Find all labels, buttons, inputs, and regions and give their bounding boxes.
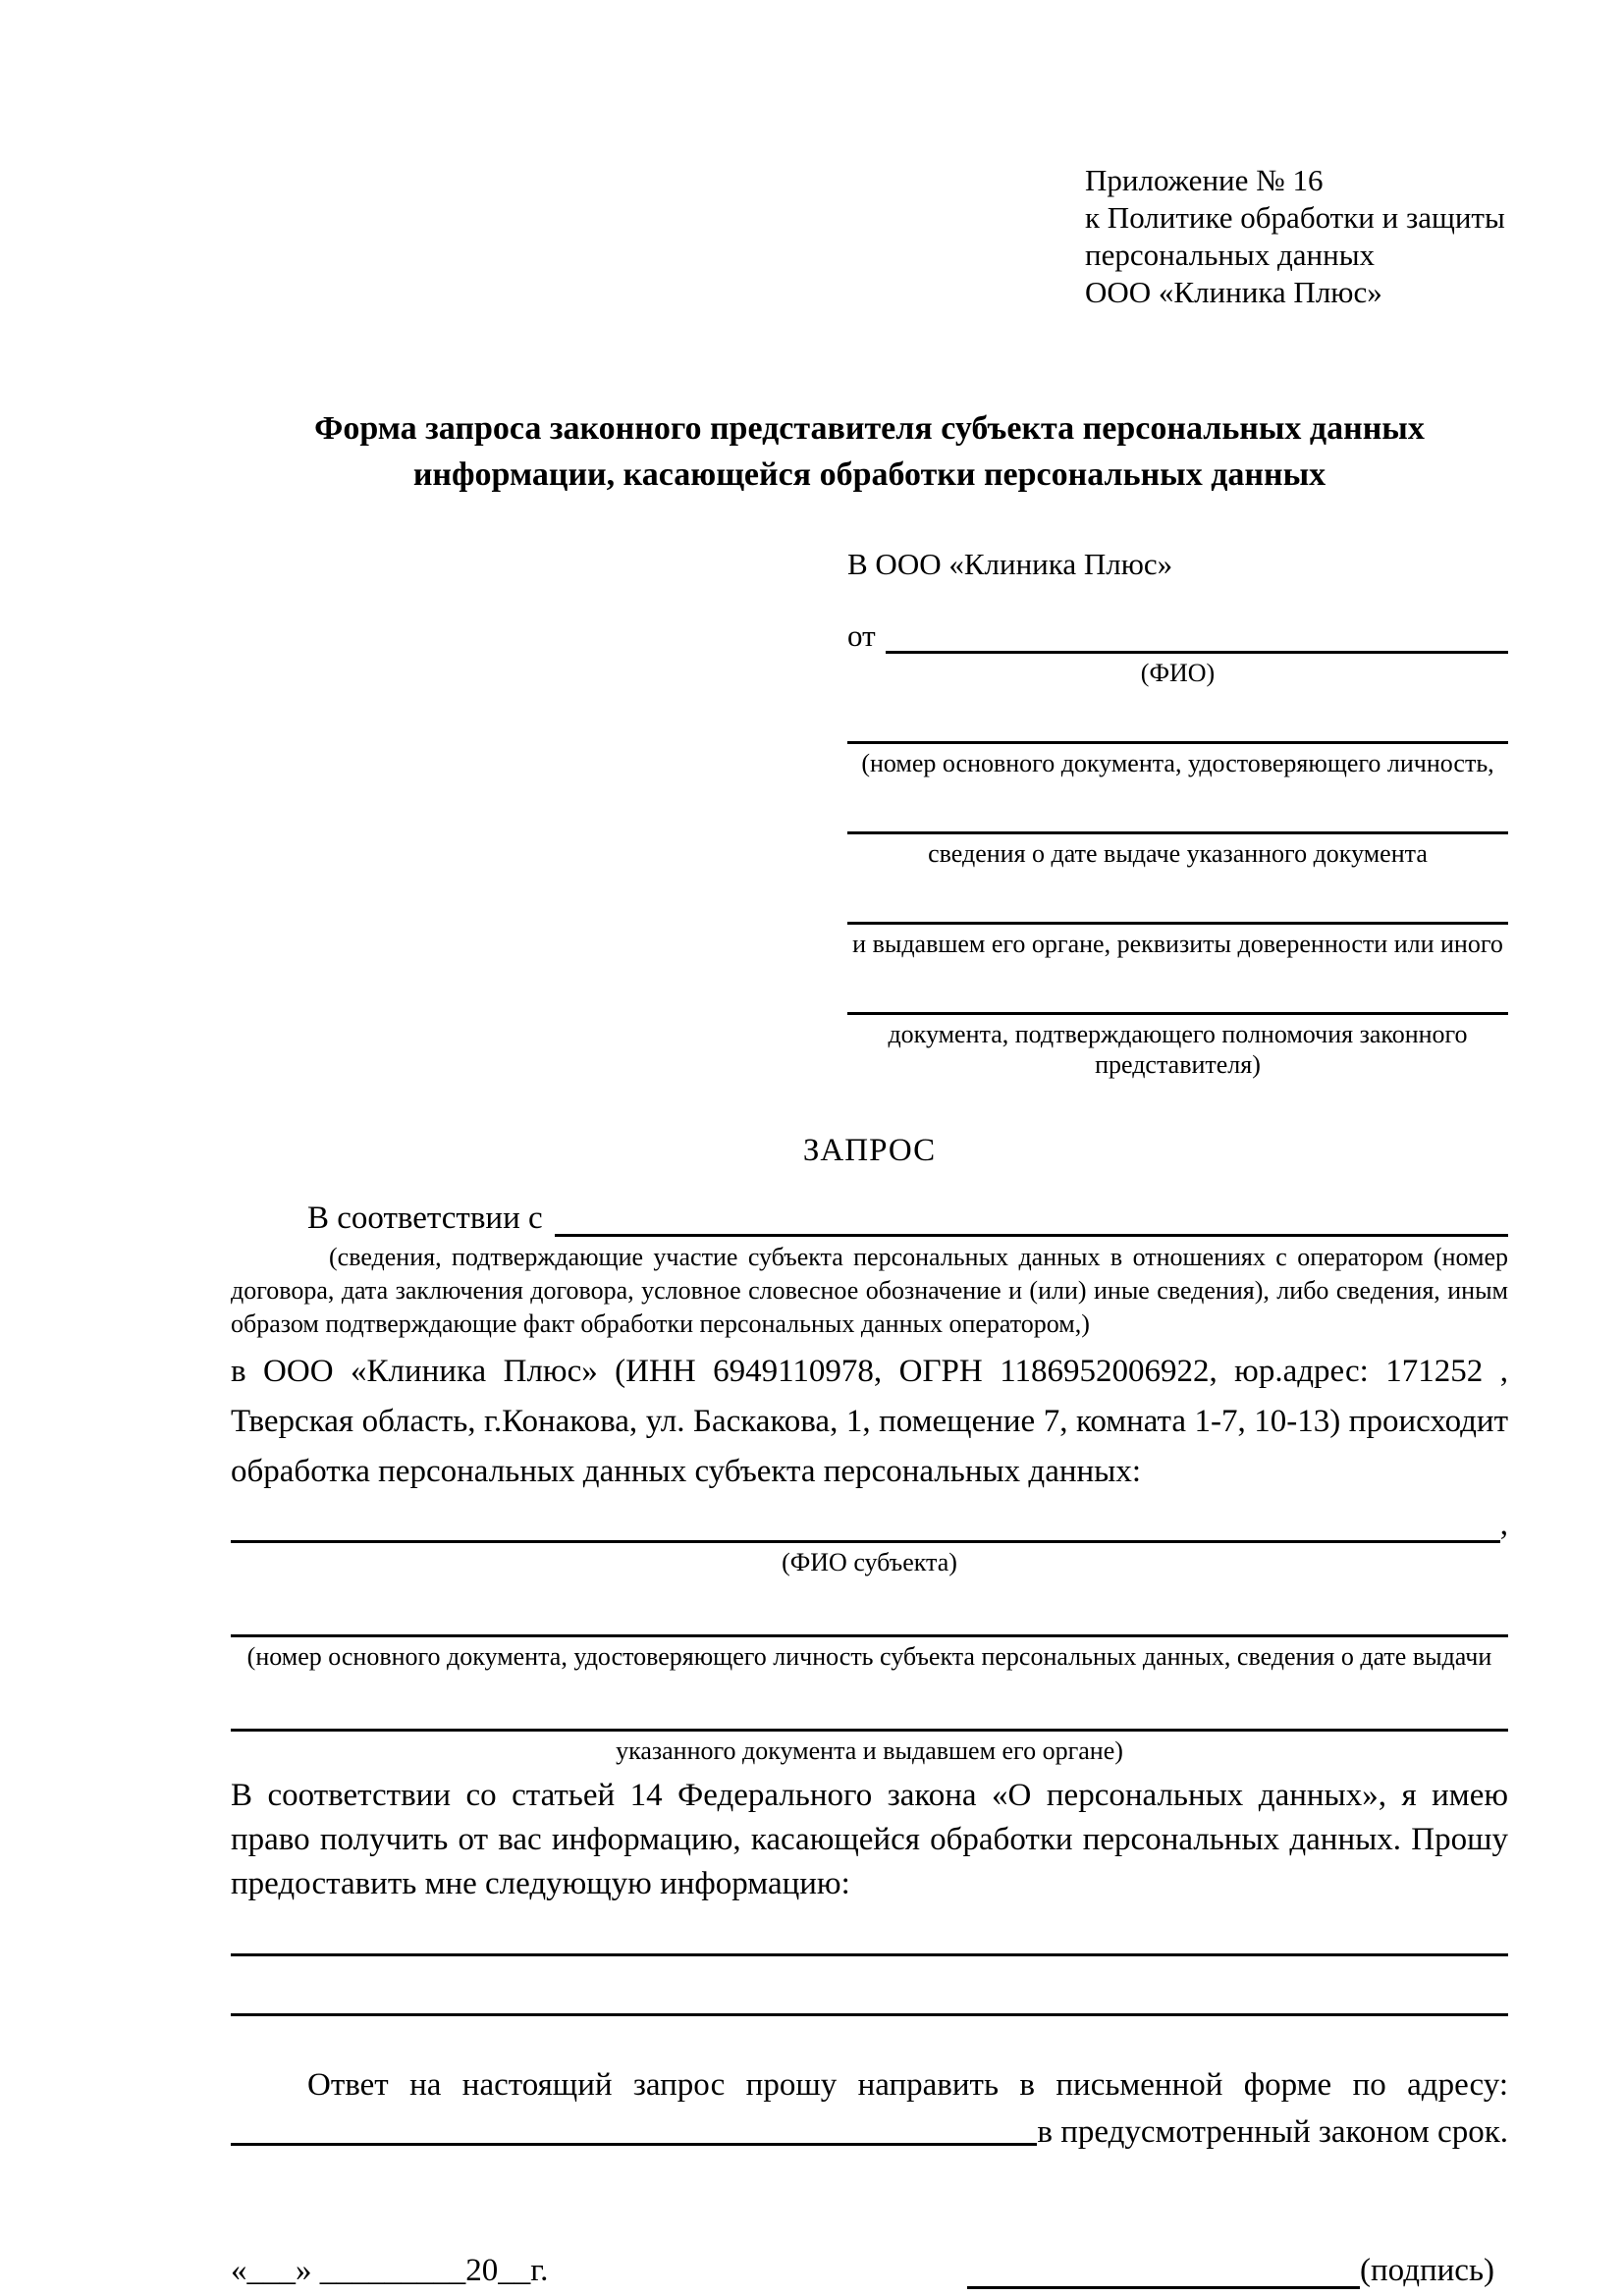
subject-doc-caption: указанного документа и выдавшем его органе) — [616, 1736, 1123, 1765]
representative-doc-field — [847, 985, 1508, 1080]
subject-fio-row — [231, 1499, 1508, 1543]
response-address-row — [231, 2106, 1508, 2151]
accordance-prefix: В соответствии с — [307, 1201, 543, 1236]
addressee-org: В ООО «Клиника Плюс» — [847, 547, 1173, 581]
from-row — [847, 614, 1508, 654]
subject-doc-blank-line[interactable] — [231, 1689, 1508, 1732]
field-caption: (номер основного документа, удостоверяющего личность, — [861, 749, 1494, 777]
law-paragraph: В соответствии со статьей 14 Федерального закона «О персональных данных», я имею право получить от вас информацию, касающейся обработки персональных данных. Прошу предоставить мне следующую информацию: — [231, 1778, 1508, 1901]
field-caption: и выдавшем его органе, реквизиты доверенности или иного — [852, 930, 1503, 958]
representative-doc-field — [847, 894, 1508, 959]
signature-group — [967, 2253, 1494, 2289]
signature-blank-line[interactable] — [967, 2253, 1360, 2289]
subject-fio-blank-line[interactable] — [231, 1499, 1500, 1543]
form-title — [231, 405, 1508, 498]
subject-line-comma: , — [1499, 1507, 1508, 1542]
form-title-line2: информации, касающейся обработки персональных данных — [412, 456, 1326, 493]
appendix-line: ООО «Клиника Плюс» — [1085, 275, 1382, 309]
subject-doc-blank-line[interactable] — [231, 1595, 1508, 1637]
address-blank-line[interactable] — [231, 2106, 1037, 2146]
representative-doc-blank-line[interactable] — [847, 804, 1508, 834]
appendix-line: Приложение № 16 — [1085, 163, 1324, 197]
response-suffix: в предусмотренный законом срок. — [1037, 2114, 1508, 2150]
date-blank[interactable]: «___» _________20__г. — [231, 2253, 549, 2288]
subject-doc-field — [231, 1689, 1508, 1766]
appendix-line: персональных данных — [1085, 238, 1376, 272]
subject-doc-field — [231, 1595, 1508, 1672]
request-heading: ЗАПРОС — [802, 1133, 937, 1168]
appendix-line: к Политике обработки и защиты — [1085, 200, 1505, 235]
representative-doc-field — [847, 804, 1508, 869]
appendix-block — [1085, 162, 1508, 311]
operator-paragraph: в ООО «Клиника Плюс» (ИНН 6949110978, ОГРН 1186952006922, юр.адрес: 171252 , Тверская область, г.Конакова, ул. Баскакова, 1, помещение 7, комната 1-7, 10-13) происходит обработка персональных данных субъекта персональных данных: — [231, 1354, 1508, 1489]
field-caption: сведения о дате выдаче указанного документа — [928, 839, 1428, 868]
fio-caption: (ФИО) — [1140, 659, 1216, 687]
representative-doc-blank-line[interactable] — [847, 985, 1508, 1015]
representative-doc-blank-line[interactable] — [847, 714, 1508, 744]
information-blank-line[interactable] — [231, 1906, 1508, 1956]
response-paragraph: Ответ на настоящий запрос прошу направить в письменной форме по адресу: — [307, 2067, 1508, 2103]
representative-doc-field — [847, 714, 1508, 778]
information-blank-line[interactable] — [231, 1956, 1508, 2016]
footer-row — [231, 2253, 1508, 2289]
accordance-row — [231, 1195, 1508, 1237]
form-title-line1: Форма запроса законного представителя субъекта персональных данных — [314, 410, 1425, 447]
accordance-caption: (сведения, подтверждающие участие субъекта персональных данных в отношениях с оператором (номер договора, дата заключения договора, условное словесное обозначение и (или) иные сведения), либо сведения, иным образом подтверждающие факт обработки персональных данных оператором,) — [231, 1243, 1508, 1338]
accordance-blank-line[interactable] — [555, 1195, 1508, 1237]
subject-fio-caption: (ФИО субъекта) — [782, 1548, 957, 1576]
signature-caption: (подпись) — [1360, 2253, 1494, 2288]
representative-doc-blank-line[interactable] — [847, 894, 1508, 925]
addressee-block — [847, 547, 1508, 1080]
from-label: от — [847, 618, 876, 653]
field-caption: документа, подтверждающего полномочия законного представителя) — [888, 1020, 1468, 1079]
subject-doc-caption: (номер основного документа, удостоверяющего личность субъекта персональных данных, сведения о дате выдачи — [246, 1642, 1492, 1671]
from-fio-blank-line[interactable] — [886, 614, 1508, 654]
